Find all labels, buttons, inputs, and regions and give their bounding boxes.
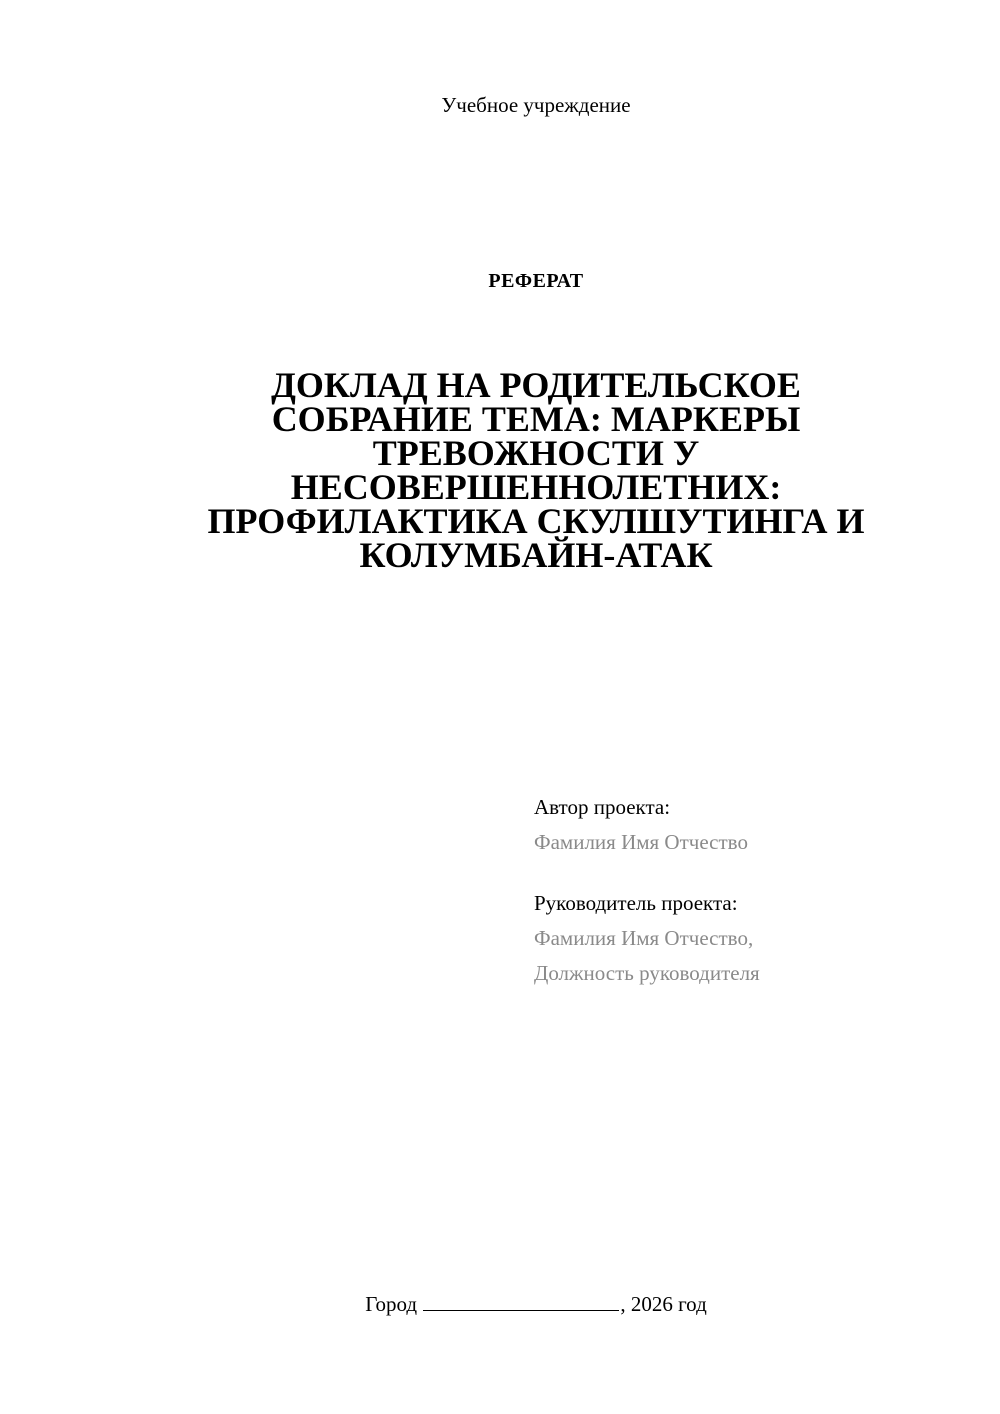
spacer bbox=[534, 860, 974, 886]
footer-city-year bbox=[0, 1290, 1000, 1318]
institution-name: Учебное учреждение bbox=[441, 93, 631, 117]
title-line: ПРОФИЛАКТИКА СКУЛШУТИНГА И bbox=[207, 501, 865, 541]
credits-block bbox=[534, 790, 974, 991]
title-line: НЕСОВЕРШЕННОЛЕТНИХ: bbox=[290, 467, 782, 507]
supervisor-label: Руководитель проекта: bbox=[534, 891, 738, 915]
title-line: СОБРАНИЕ ТЕМА: МАРКЕРЫ bbox=[271, 399, 801, 439]
year-text: , 2026 год bbox=[620, 1292, 707, 1316]
document-title bbox=[150, 365, 922, 575]
city-blank-line bbox=[423, 1290, 619, 1311]
author-label: Автор проекта: bbox=[534, 795, 671, 819]
title-line: КОЛУМБАЙН-АТАК bbox=[359, 535, 713, 575]
document-type: РЕФЕРАТ bbox=[488, 270, 584, 292]
author-name: Фамилия Имя Отчество bbox=[534, 830, 748, 854]
title-line: ТРЕВОЖНОСТИ У bbox=[372, 433, 700, 473]
supervisor-name: Фамилия Имя Отчество, bbox=[534, 926, 754, 950]
title-line: ДОКЛАД НА РОДИТЕЛЬСКОЕ bbox=[271, 365, 801, 405]
supervisor-position: Должность руководителя bbox=[534, 961, 760, 985]
city-label: Город bbox=[365, 1292, 418, 1316]
